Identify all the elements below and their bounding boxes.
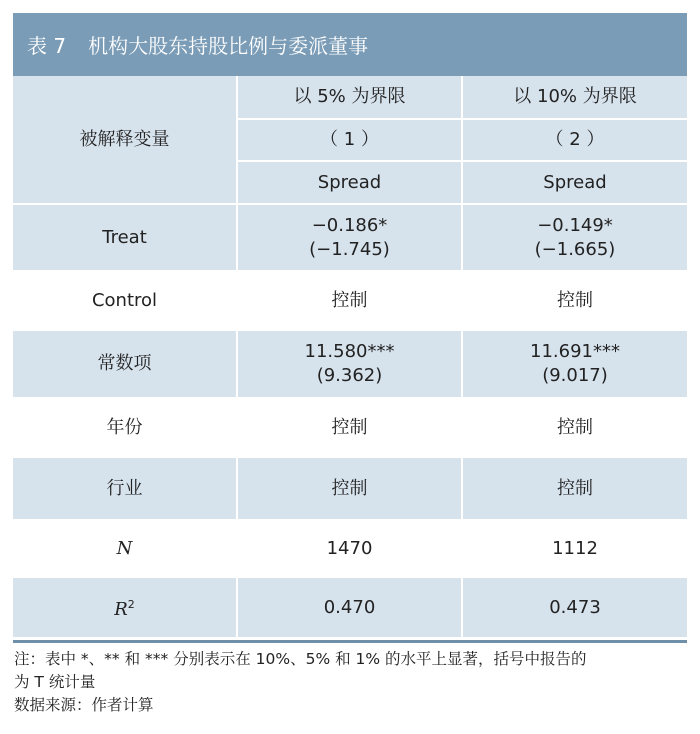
- row-label: 行业: [13, 458, 237, 519]
- col2-cell: 控制: [462, 397, 687, 458]
- table-notes: [14, 648, 690, 717]
- col2-cell: 控制: [462, 270, 687, 331]
- col2-cell: [462, 204, 687, 270]
- significance-note: 注：表中 *、** 和 *** 分别表示在 10%、5% 和 1% 的水平上显著，括号中报告的: [14, 650, 587, 668]
- table-row-n: [13, 519, 687, 578]
- col2-variable-header: Spread: [462, 161, 687, 204]
- t-statistic: (−1.745): [309, 238, 390, 260]
- row-label: Treat: [13, 204, 237, 270]
- r-exponent: 2: [127, 598, 135, 611]
- table-number: 表 7: [27, 34, 67, 58]
- col2-cell: 控制: [462, 458, 687, 519]
- table-row-treat: [13, 204, 687, 270]
- col1-cell: 控制: [237, 397, 462, 458]
- table-row-industry: [13, 458, 687, 519]
- dependent-variable-header: 被解释变量: [13, 76, 237, 204]
- coefficient: −0.186*: [311, 214, 388, 236]
- r-symbol: R: [114, 599, 128, 620]
- col1-threshold-header: 以 5% 为界限: [237, 76, 462, 119]
- row-label: N: [13, 519, 237, 578]
- table-row-constant: [13, 331, 687, 397]
- col1-cell: [237, 331, 462, 397]
- table-row-year: [13, 397, 687, 458]
- col1-cell: [237, 204, 462, 270]
- col1-index-header: （ 1 ）: [237, 119, 462, 161]
- col2-cell: 0.473: [462, 578, 687, 637]
- row-label: 常数项: [13, 331, 237, 397]
- t-statistic: (9.362): [316, 365, 383, 386]
- t-statistic: (−1.665): [534, 238, 616, 260]
- col1-cell: 0.470: [237, 578, 462, 637]
- coefficient: 11.580***: [304, 341, 395, 362]
- col1-cell: 控制: [237, 458, 462, 519]
- header-row-threshold: [13, 76, 687, 119]
- table-row-r-squared: [13, 578, 687, 637]
- coefficient: 11.691***: [530, 341, 620, 362]
- coefficient: −0.149*: [537, 214, 613, 236]
- table-title: 机构大股东持股比例与委派董事: [88, 34, 369, 58]
- significance-note-continued: 为 T 统计量: [14, 673, 96, 691]
- col1-variable-header: Spread: [237, 161, 462, 204]
- col1-cell: 1470: [237, 519, 462, 578]
- col2-threshold-header: 以 10% 为界限: [462, 76, 687, 119]
- regression-table: [13, 76, 687, 637]
- col2-cell: [462, 331, 687, 397]
- row-label: [13, 578, 237, 637]
- col2-cell: 1112: [462, 519, 687, 578]
- row-label: Control: [13, 270, 237, 331]
- table-row-control: [13, 270, 687, 331]
- col1-cell: 控制: [237, 270, 462, 331]
- table-title-bar: [13, 13, 687, 76]
- t-statistic: (9.017): [542, 365, 608, 386]
- data-source-note: 数据来源：作者计算: [14, 696, 154, 714]
- col2-index-header: （ 2 ）: [462, 119, 687, 161]
- row-label: 年份: [13, 397, 237, 458]
- table-bottom-rule: [13, 640, 687, 643]
